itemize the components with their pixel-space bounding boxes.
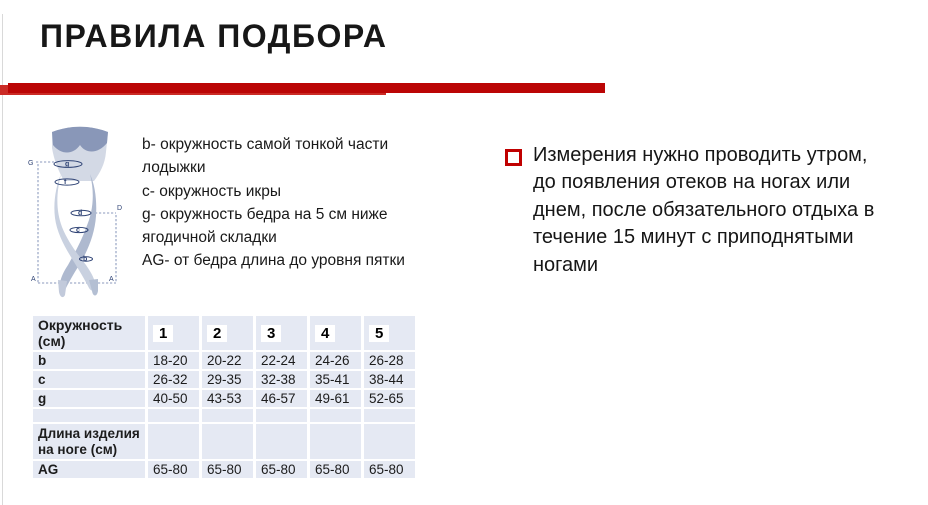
cell-b-2: 20-22 bbox=[202, 352, 253, 369]
band-label-b: b bbox=[83, 256, 88, 263]
length-cell-2 bbox=[202, 424, 253, 459]
band-label-d: d bbox=[78, 210, 83, 217]
band-label-c: c bbox=[76, 227, 80, 234]
cell-b-1: 18-20 bbox=[148, 352, 199, 369]
spacer-cell-1 bbox=[148, 409, 199, 422]
cell-ag-1: 65-80 bbox=[148, 461, 199, 478]
cell-ag-4: 65-80 bbox=[310, 461, 361, 478]
point-label-G: G bbox=[28, 160, 34, 167]
cell-c-1: 26-32 bbox=[148, 371, 199, 388]
point-label-A-left: A bbox=[31, 276, 36, 283]
band-label-f: f bbox=[64, 179, 67, 186]
cell-c-2: 29-35 bbox=[202, 371, 253, 388]
table-row-g bbox=[33, 390, 415, 407]
cell-ag-2: 65-80 bbox=[202, 461, 253, 478]
measurement-note bbox=[505, 142, 905, 279]
header-size-2 bbox=[202, 316, 253, 350]
left-foot-shape bbox=[58, 280, 67, 297]
spacer-cell-5 bbox=[364, 409, 415, 422]
cell-g-1: 40-50 bbox=[148, 390, 199, 407]
cell-c-3: 32-38 bbox=[256, 371, 307, 388]
header-size-5 bbox=[364, 316, 415, 350]
row-b-label: b bbox=[33, 352, 145, 369]
checkbox-bullet-icon bbox=[505, 149, 522, 166]
sizes-table bbox=[30, 314, 418, 480]
cell-c-5: 38-44 bbox=[364, 371, 415, 388]
length-cell-5 bbox=[364, 424, 415, 459]
row-ag-label: AG bbox=[33, 461, 145, 478]
row-g-label: g bbox=[33, 390, 145, 407]
size-1-badge: 1 bbox=[153, 325, 173, 342]
note-text: Измерения нужно проводить утром, до появления отеков на ногах или днем, после обязательного отдыха в течение 15 минут с приподнятыми ногами bbox=[533, 144, 875, 276]
title-underline-bar bbox=[8, 83, 605, 93]
measurement-definitions-list bbox=[142, 133, 422, 273]
spacer-label bbox=[33, 409, 145, 422]
cell-g-5: 52-65 bbox=[364, 390, 415, 407]
table-row-ag bbox=[33, 461, 415, 478]
band-label-g: g bbox=[65, 161, 70, 168]
definition-item-c: c- окружность икры bbox=[142, 182, 281, 200]
cell-c-4: 35-41 bbox=[310, 371, 361, 388]
table-row-c bbox=[33, 371, 415, 388]
cell-ag-3: 65-80 bbox=[256, 461, 307, 478]
row-length-label: Длина изделия на ноге (см) bbox=[33, 424, 145, 459]
cell-b-4: 24-26 bbox=[310, 352, 361, 369]
page-title: ПРАВИЛА ПОДБОРА bbox=[40, 18, 388, 54]
table-row-b bbox=[33, 352, 415, 369]
legs-measurement-diagram bbox=[28, 118, 154, 302]
table-header-row bbox=[33, 316, 415, 350]
header-size-1 bbox=[148, 316, 199, 350]
cell-g-2: 43-53 bbox=[202, 390, 253, 407]
spacer-cell-3 bbox=[256, 409, 307, 422]
length-cell-1 bbox=[148, 424, 199, 459]
cell-g-3: 46-57 bbox=[256, 390, 307, 407]
table-row-length-header bbox=[33, 424, 415, 459]
size-2-badge: 2 bbox=[207, 325, 227, 342]
definition-item-ag: AG- от бедра длина до уровня пятки bbox=[142, 252, 405, 270]
size-4-badge: 4 bbox=[315, 325, 335, 342]
spacer-cell-2 bbox=[202, 409, 253, 422]
length-cell-4 bbox=[310, 424, 361, 459]
size-5-badge: 5 bbox=[369, 325, 389, 342]
spacer-cell-4 bbox=[310, 409, 361, 422]
definition-item-b: b- окружность самой тонкой части лодыжки bbox=[142, 136, 389, 177]
point-label-D: D bbox=[117, 205, 123, 212]
header-size-3 bbox=[256, 316, 307, 350]
size-table-container bbox=[30, 314, 418, 480]
table-row-spacer bbox=[33, 409, 415, 422]
row-c-label: c bbox=[33, 371, 145, 388]
length-cell-3 bbox=[256, 424, 307, 459]
header-circumference-label: Окружность (см) bbox=[33, 316, 145, 350]
cell-ag-5: 65-80 bbox=[364, 461, 415, 478]
header-size-4 bbox=[310, 316, 361, 350]
point-label-A-right: A bbox=[109, 276, 114, 283]
size-3-badge: 3 bbox=[261, 325, 281, 342]
cell-g-4: 49-61 bbox=[310, 390, 361, 407]
cell-b-5: 26-28 bbox=[364, 352, 415, 369]
cell-b-3: 22-24 bbox=[256, 352, 307, 369]
definition-item-g: g- окружность бедра на 5 см ниже ягодичной складки bbox=[142, 205, 388, 246]
